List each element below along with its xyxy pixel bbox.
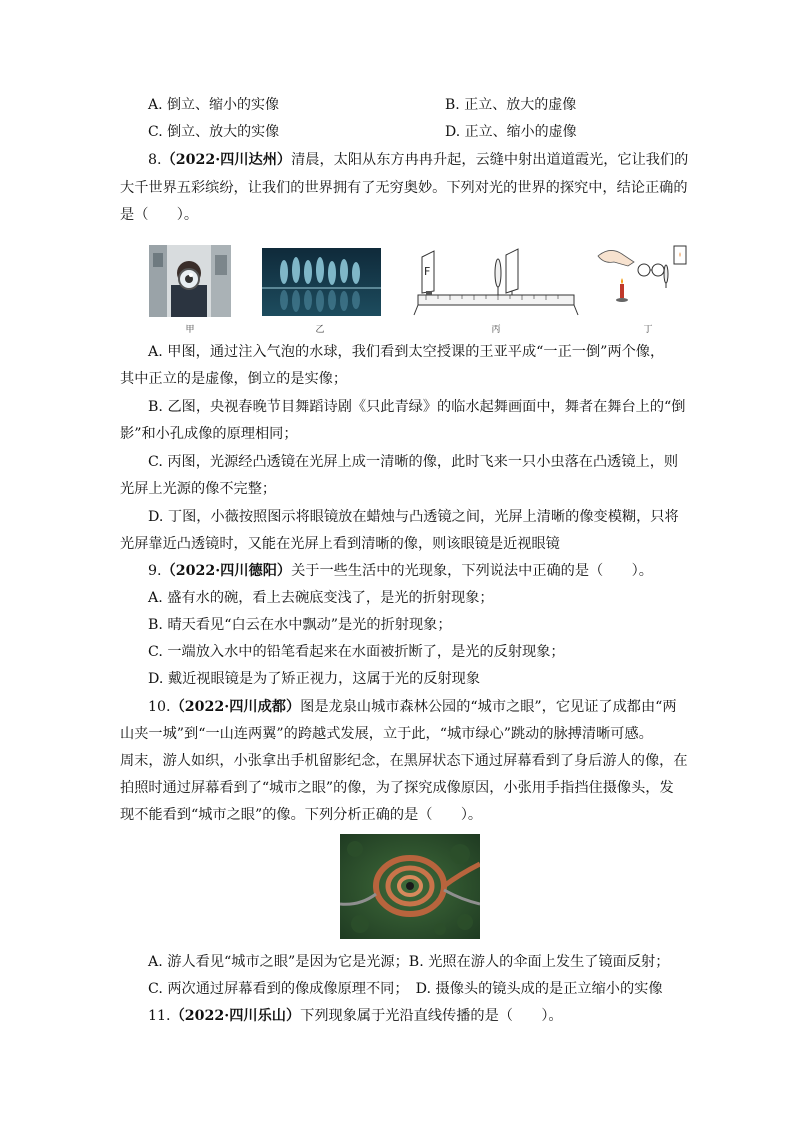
q7-option-a: A. 倒立、缩小的实像: [148, 97, 280, 113]
q10-stem-line5: 现不能看到“城市之眼”的像。下列分析正确的是（ ）。: [120, 807, 483, 823]
q11-stem-text: 下列现象属于光沿直线传播的是（ ）。: [300, 1008, 563, 1024]
q8-option-b-line1: B. 乙图，央视春晚节目舞蹈诗剧《只此青绿》的临水起舞画面中，舞者在舞台上的“倒: [148, 399, 686, 415]
q7-option-d: D. 正立、缩小的虚像: [445, 124, 577, 140]
q8-stem-text: 清晨，太阳从东方冉冉升起，云缝中射出道道霞光，它让我们的: [291, 152, 689, 168]
q11-number: 11.: [148, 1008, 171, 1024]
q9-option-d: D. 戴近视眼镜是为了矫正视力，这属于光的反射现象: [148, 671, 481, 687]
q8-option-a-line1: A. 甲图，通过注入气泡的水球，我们看到太空授课的王亚平成“一正一倒”两个像，: [148, 344, 665, 360]
q9-stem-text: 关于一些生活中的光现象，下列说法中正确的是（ ）。: [291, 563, 653, 579]
q7-option-c: C. 倒立、放大的实像: [148, 124, 280, 140]
q9-source: （2022·四川德阳）: [161, 563, 292, 579]
q8-stem-line2: 大千世界五彩缤纷，让我们的世界拥有了无穷奥妙。下列对光的世界的探究中，结论正确的: [120, 180, 688, 196]
q10-stem-text: 图是龙泉山城市森林公园的“城市之眼”，它见证了成都由“两: [300, 699, 677, 715]
figure-label-bing: 丙: [491, 325, 501, 335]
q10-options-cd: C. 两次通过屏幕看到的像成像原理不同； D. 摄像头的镜头成的是正立缩小的实像: [148, 981, 663, 997]
q8-option-a-line2: 其中正立的是虚像，倒立的是实像；: [120, 371, 348, 387]
figure-label-yi: 乙: [315, 325, 325, 335]
q9-option-b: B. 晴天看见“白云在水中飘动”是光的折射现象；: [148, 617, 452, 633]
q8-source: （2022·四川达州）: [161, 152, 292, 168]
q8-option-c-line2: 光屏上光源的像不完整；: [120, 481, 277, 497]
q9-option-c: C. 一端放入水中的铅笔看起来在水面被折断了，是光的反射现象；: [148, 644, 565, 660]
q11-source: （2022·四川乐山）: [170, 1008, 301, 1024]
figure-label-jia: 甲: [185, 325, 195, 335]
q8-option-b-line2: 影”和小孔成像的原理相同；: [120, 426, 298, 442]
city-eye-aerial-photo: [340, 834, 480, 939]
q9-option-a: A. 盛有水的碗，看上去碗底变浅了，是光的折射现象；: [148, 590, 494, 606]
figure-jia-astronaut-photo: [149, 245, 231, 317]
q8-stem-line1: [148, 150, 688, 170]
q8-option-d-line2: 光屏靠近凸透镜时，又能在光屏上看到清晰的像，则该眼镜是近视眼镜: [120, 536, 560, 552]
q10-options-ab: A. 游人看见“城市之眼”是因为它是光源；B. 光照在游人的伞面上发生了镜面反射；: [148, 954, 670, 970]
q10-source: （2022·四川成都）: [170, 699, 301, 715]
q10-stem-line2: 山夹一城”到“一山连两翼”的跨越式发展，立于此，“城市绿心”跳动的脉搏清晰可感。: [120, 726, 653, 742]
figure-bing-optical-bench: [412, 245, 580, 317]
figure-yi-dance-photo: [262, 248, 381, 316]
q10-stem-line1: [148, 697, 677, 717]
q8-number: 8.: [148, 152, 162, 168]
q11-stem: [148, 1006, 563, 1026]
q7-option-b: B. 正立、放大的虚像: [445, 97, 577, 113]
figure-ding-glasses-experiment: [594, 240, 688, 318]
q8-option-c-line1: C. 丙图，光源经凸透镜在光屏上成一清晰的像，此时飞来一只小虫落在凸透镜上，则: [148, 454, 679, 470]
q9-number: 9.: [148, 563, 162, 579]
q10-number: 10.: [148, 699, 171, 715]
q10-stem-line3: 周末，游人如织，小张拿出手机留影纪念，在黑屏状态下通过屏幕看到了身后游人的像，在: [120, 753, 688, 769]
light-source-letter: F: [424, 265, 431, 278]
q8-option-d-line1: D. 丁图，小薇按照图示将眼镜放在蜡烛与凸透镜之间，光屏上清晰的像变模糊，只将: [148, 509, 679, 525]
q9-stem: [148, 561, 653, 581]
q8-stem-line3: 是（ ）。: [120, 207, 199, 223]
q10-stem-line4: 拍照时通过屏幕看到了“城市之眼”的像，为了探究成像原因，小张用手指挡住摄像头，发: [120, 780, 674, 796]
figure-label-ding: 丁: [643, 325, 653, 335]
